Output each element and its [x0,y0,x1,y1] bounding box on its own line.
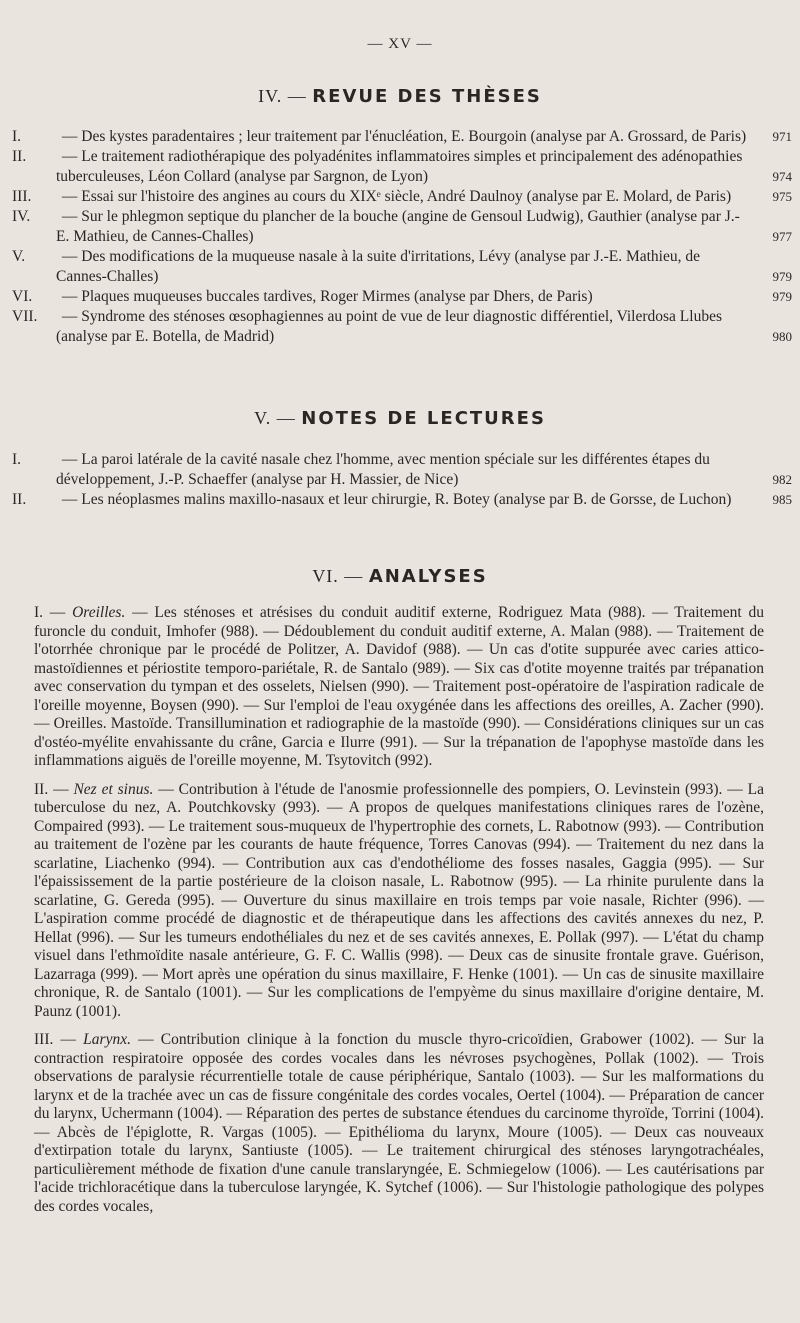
paragraph-number: II. — [34,780,69,798]
section-vi-numeral: VI. — [312,566,364,586]
toc-entry [12,307,792,347]
entry-text: — Le traitement radiothérapique des polyadénites inflammatoires simples et principalement des adénopathies tuberculeuses, Léon Collard (analyse par Sargnon, de Lyon) [56,148,743,185]
entry-page: 977 [772,229,792,244]
entry-text: — Les néoplasmes malins maxillo-nasaux et leur chirurgie, R. Botey (analyse par B. de Gorsse, de Luchon) [61,491,732,508]
entry-number: IV. [12,208,31,225]
page-folio: — XV — [367,36,433,52]
analysis-paragraph [34,1031,764,1216]
section-v-list [12,450,792,510]
section-iv-heading [0,86,800,107]
entry-number: II. [12,148,27,165]
section-iv-numeral: IV. — [258,86,307,106]
entry-text: — Des kystes paradentaires ; leur traitement par l'énucléation, E. Bourgoin (analyse par A. Grossard, de Paris) [61,128,747,145]
entry-page: 979 [772,289,792,304]
section-vi-title: ANALYSES [368,566,488,587]
section-v-numeral: V. — [254,408,296,428]
paragraph-text: — Contribution clinique à la fonction du muscle thyro-cricoïdien, Grabower (1002). — Sur la contraction respiratoire opposée des cordes vocales dans les névroses psychogènes, Pollak (1002). — Trois observations de paralysie récurrentielle totale de cause périphérique, Santalo (1003). — Sur les malformations du larynx et de la trachée avec un cas de fissure congénitale des cordes vocales, Oertel (1004). — Préparation de cancer du larynx, Uchermann (1004). — Réparation des pertes de substance étendues du carcinome thyroïde, Torrini (1004). — Abcès de l'épiglotte, R. Vargas (1005). — Epithélioma du larynx, Moure (1005). — Deux cas nouveaux d'extirpation totale du larynx, Santiuste (1005). — Le traitement chirurgical des sténoses laryngotrachéales, particulièrement méthode de fixation d'une canule translaryngée, E. Schmiegelow (1006). — Les cautérisations par l'acide trichloracétique dans la tuberculose laryngée, K. Sytchef (1006). — Sur l'histologie pathologique des polypes des cordes vocales, [34,1031,764,1215]
entry-text: — Plaques muqueuses buccales tardives, Roger Mirmes (analyse par Dhers, de Paris) [61,288,593,305]
entry-page: 974 [772,169,792,184]
toc-entry [12,187,792,207]
section-iv-list [12,127,792,347]
paragraph-number: III. — [34,1031,77,1048]
toc-entry [12,490,792,510]
entry-text: — Syndrome des sténoses œsophagiennes au point de vue de leur diagnostic différentiel, Vilerdosa Llubes (analyse par E. Botella, de Madrid) [56,308,722,345]
section-v-title: NOTES DE LECTURES [301,408,546,429]
paragraph-heading: Oreilles. [72,604,126,621]
section-vi-body [34,604,764,1226]
entry-text: — Essai sur l'histoire des angines au cours du XIXᵉ siècle, André Daulnoy (analyse par E. Molard, de Paris) [61,188,732,205]
section-v-heading [0,408,800,429]
paragraph-heading: Nez et sinus. [73,780,154,798]
entry-number: VI. [12,288,33,305]
entry-page: 975 [772,189,792,204]
entry-text: — Sur le phlegmon septique du plancher de la bouche (angine de Gensoul Ludwig), Gauthier (analyse par J.-E. Mathieu, de Cannes-Challes) [56,208,740,245]
toc-entry [12,247,792,287]
section-vi-heading [0,566,800,587]
entry-number: II. [12,491,27,508]
entry-number: V. [12,248,26,265]
toc-entry [12,127,792,147]
toc-entry [12,450,792,490]
entry-page: 980 [772,329,792,344]
toc-entry [12,207,792,247]
section-iv-title: REVUE DES THÈSES [312,86,542,107]
entry-number: I. [12,451,22,468]
analysis-paragraph [34,781,764,1022]
entry-page: 985 [772,492,792,507]
paragraph-text: — Les sténoses et atrésises du conduit auditif externe, Rodriguez Mata (988). — Traitement du furoncle du conduit, Imhofer (988). — Dédoublement du conduit auditif externe, A. Malan (988). — Traitement de l'otorrhée chronique par le procédé de Politzer, A. Davidof (988). — Un cas d'otite suppurée avec caries attico-mastoïdiennes et périostite temporo-pariétale, R. de Santalo (989). — Six cas d'otite moyenne traités par trépanation avec conservation du tympan et des osselets, Nielsen (990). — Traitement post-opératoire de l'aspiration radicale de l'oreille moyenne, Boysen (990). — Sur l'emploi de l'eau oxygénée dans les affections des oreilles, A. Zacher (990). — Oreilles. Mastoïde. Transillumination et radiographie de la mastoïde (990). — Considérations cliniques sur un cas d'ostéo-myélite envahissante du crâne, Garcia e Ilurre (991). — Sur la trépanation de l'apophyse mastoïde dans les inflammations aiguës de l'oreille moyenne, M. Tsytovitch (992). [34,604,765,769]
analysis-paragraph [34,604,764,771]
entry-text: — La paroi latérale de la cavité nasale chez l'homme, avec mention spéciale sur les différentes étapes du développement, J.-P. Schaeffer (analyse par H. Massier, de Nice) [56,451,710,488]
entry-number: I. [12,128,22,145]
paragraph-text: — Contribution à l'étude de l'anosmie professionnelle des pompiers, O. Levinstein (993). — La tuberculose du nez, A. Poutchkovsky (993). — A propos de quelques manifestations cliniques rares de l'ozène, Compaired (993). — Le traitement sous-muqueux de l'hypertrophie des cornets, L. Rabotnow (993). — Contribution au traitement de l'ozène par les courants de haute fréquence, Torres Canovas (994). — Traitement du nez dans la scarlatine, Liachenko (994). — Contribution aux cas d'endothéliome des fosses nasales, Gaggia (995). — Sur l'épaississement de la partie postérieure de la cloison nasale, L. Rabotnow (995). — La rhinite purulente dans la scarlatine, G. Gereda (995). — Ouverture du sinus maxillaire en trois temps par voie nasale, Richter (996). — L'aspiration comme procédé de diagnostic et de thérapeutique dans les affections des cavités annexes du nez, P. Hellat (996). — Sur les tumeurs endothéliales du nez et de ses cavités annexes, E. Pollak (997). — L'état du champ visuel dans l'ethmoïdite nasale antérieure, G. F. C. Wallis (998). — Deux cas de sinusite frontale grave. Guérison, Lazarraga (999). — Mort après une opération du sinus maxillaire, F. Henke (1001). — Un cas de sinusite maxillaire chronique, R. de Santalo (1001). — Sur les complications de l'empyème du sinus maxillaire d'origine dentaire, M. Paunz (1001). [34,780,764,1020]
paragraph-number: I. — [34,604,66,621]
paragraph-heading: Larynx. [83,1031,131,1048]
toc-entry [12,147,792,187]
entry-number: VII. [12,308,38,325]
entry-page: 982 [772,472,792,487]
toc-entry [12,287,792,307]
entry-number: III. [12,188,32,205]
entry-page: 979 [772,269,792,284]
entry-text: — Des modifications de la muqueuse nasale à la suite d'irritations, Lévy (analyse par J.-E. Mathieu, de Cannes-Challes) [56,248,700,285]
entry-page: 971 [772,129,792,144]
